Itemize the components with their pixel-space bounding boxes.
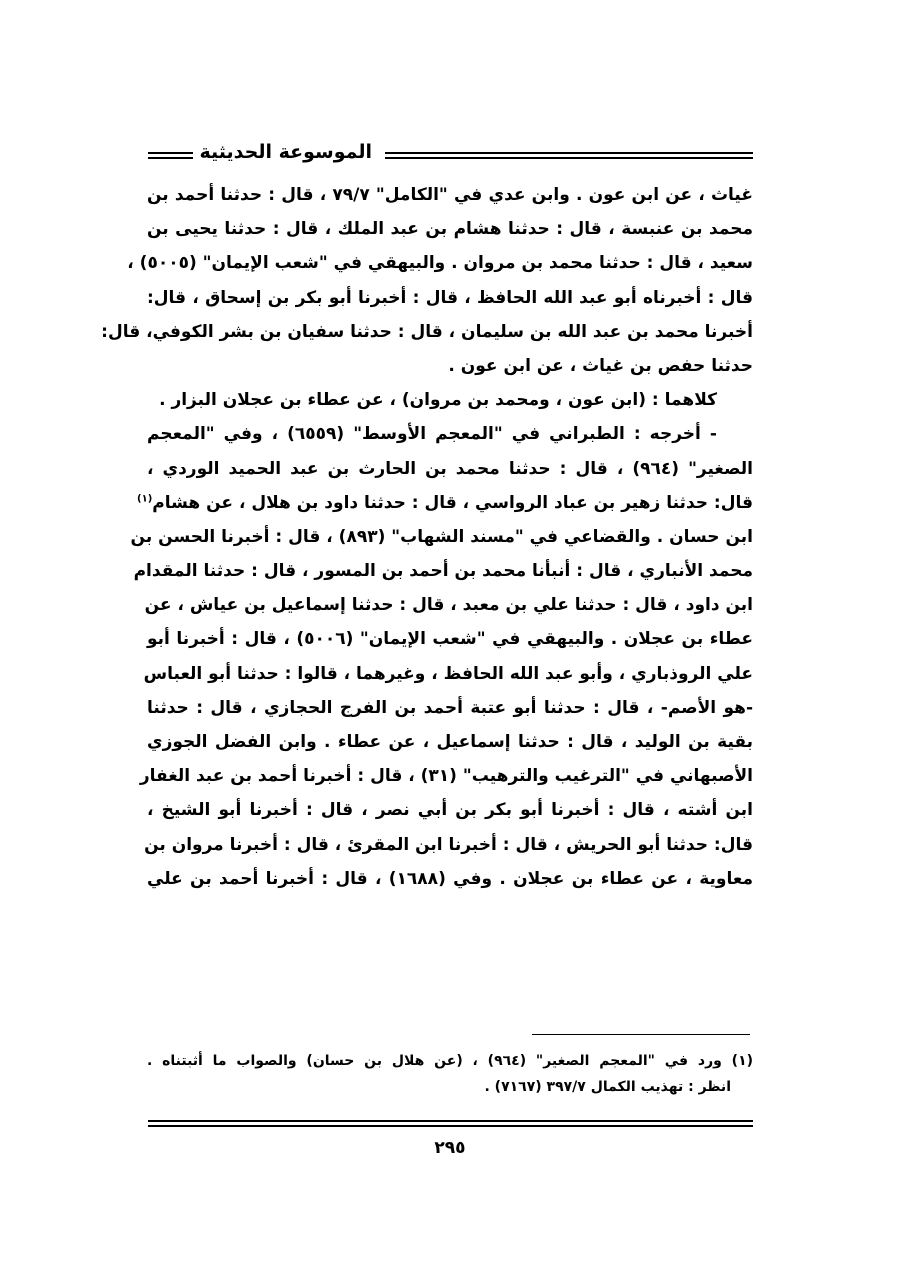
text-line: بقية بن الوليد ، قال : حدثنا إسماعيل ، عن عطاء . وابن الفضل الجوزي bbox=[147, 732, 753, 752]
text-line: ابن داود ، قال : حدثنا علي بن معبد ، قال : حدثنا إسماعيل بن عياش ، عن bbox=[144, 595, 753, 616]
text-line: أخبرنا محمد بن عبد الله بن سليمان ، قال : حدثنا سفيان بن بشر الكوفي، قال: bbox=[101, 321, 753, 342]
text-line: حدثنا حفص بن غياث ، عن ابن عون . bbox=[448, 355, 753, 376]
text-line: سعيد ، قال : حدثنا محمد بن مروان . والبيهقي في "شعب الإيمان" (٥٠٠٥) ، bbox=[127, 253, 753, 274]
text-line: غياث ، عن ابن عون . وابن عدي في "الكامل" ٧٩/٧ ، قال : حدثنا أحمد بن bbox=[147, 185, 753, 205]
text-line: الأصبهاني في "الترغيب والترهيب" (٣١) ، قال : أخبرنا أحمد بن عبد الغفار bbox=[139, 766, 753, 787]
footnote-reference: (١) bbox=[137, 493, 153, 505]
text-line: كلاهما : (ابن عون ، ومحمد بن مروان) ، عن عطاء بن عجلان البزار . bbox=[159, 390, 717, 411]
text-line: معاوية ، عن عطاء بن عجلان . وفي (١٦٨٨) ، قال : أخبرنا أحمد بن علي bbox=[147, 868, 753, 889]
text-line: عطاء بن عجلان . والبيهقي في "شعب الإيمان" (٥٠٠٦) ، قال : أخبرنا أبو bbox=[147, 629, 753, 650]
footnote-line: (١) ورد في "المعجم الصغير" (٩٦٤) ، (عن هلال بن حسان) والصواب ما أثبتناه . bbox=[147, 1053, 754, 1069]
text-line: قال : أخبرناه أبو عبد الله الحافظ ، قال : أخبرنا أبو بكر بن إسحاق ، قال: bbox=[147, 287, 753, 308]
text-line: محمد الأنباري ، قال : أنبأنا محمد بن أحمد بن المسور ، قال : حدثنا المقدام bbox=[133, 561, 753, 582]
footnotes bbox=[147, 1048, 753, 1100]
text-line-content: قال: حدثنا زهير بن عباد الرواسي ، قال : حدثنا داود بن هلال ، عن هشام bbox=[152, 492, 753, 513]
page-number: ٢٩٥ bbox=[434, 1138, 466, 1158]
text-line: ابن حسان . والقضاعي في "مسند الشهاب" (٨٩٣) ، قال : أخبرنا الحسن بن bbox=[130, 526, 753, 547]
main-text bbox=[101, 178, 753, 896]
running-header-title: الموسوعة الحديثية bbox=[199, 141, 372, 163]
text-line-with-footnote bbox=[137, 486, 753, 520]
text-line: قال: حدثنا أبو الحريش ، قال : أخبرنا ابن المقرئ ، قال : أخبرنا مروان بن bbox=[144, 834, 753, 855]
footnote-line: انظر : تهذيب الكمال ٣٩٧/٧ (٧١٦٧) . bbox=[484, 1079, 731, 1095]
header-rule-left bbox=[148, 152, 193, 159]
text-line: الصغير" (٩٦٤) ، قال : حدثنا محمد بن الحارث بن عبد الحميد الوردي ، bbox=[147, 458, 753, 479]
text-line: علي الروذباري ، وأبو عبد الله الحافظ ، وغيرهما ، قالوا : حدثنا أبو العباس bbox=[143, 663, 753, 684]
text-line: -هو الأصم- ، قال : حدثنا أبو عتبة أحمد بن الفرج الحجازي ، قال : حدثنا bbox=[147, 697, 753, 718]
running-header bbox=[148, 138, 753, 168]
text-line: ابن أشته ، قال : أخبرنا أبو بكر بن أبي نصر ، قال : أخبرنا أبو الشيخ ، bbox=[147, 800, 753, 821]
text-line: محمد بن عنبسة ، قال : حدثنا هشام بن عبد الملك ، قال : حدثنا يحيى بن bbox=[147, 219, 753, 240]
text-line: - أخرجه : الطبراني في "المعجم الأوسط" (٦٥٥٩) ، وفي "المعجم bbox=[147, 424, 717, 445]
header-rule-right bbox=[385, 152, 753, 159]
footer-rule bbox=[148, 1120, 753, 1127]
footnote-separator bbox=[532, 1034, 750, 1035]
